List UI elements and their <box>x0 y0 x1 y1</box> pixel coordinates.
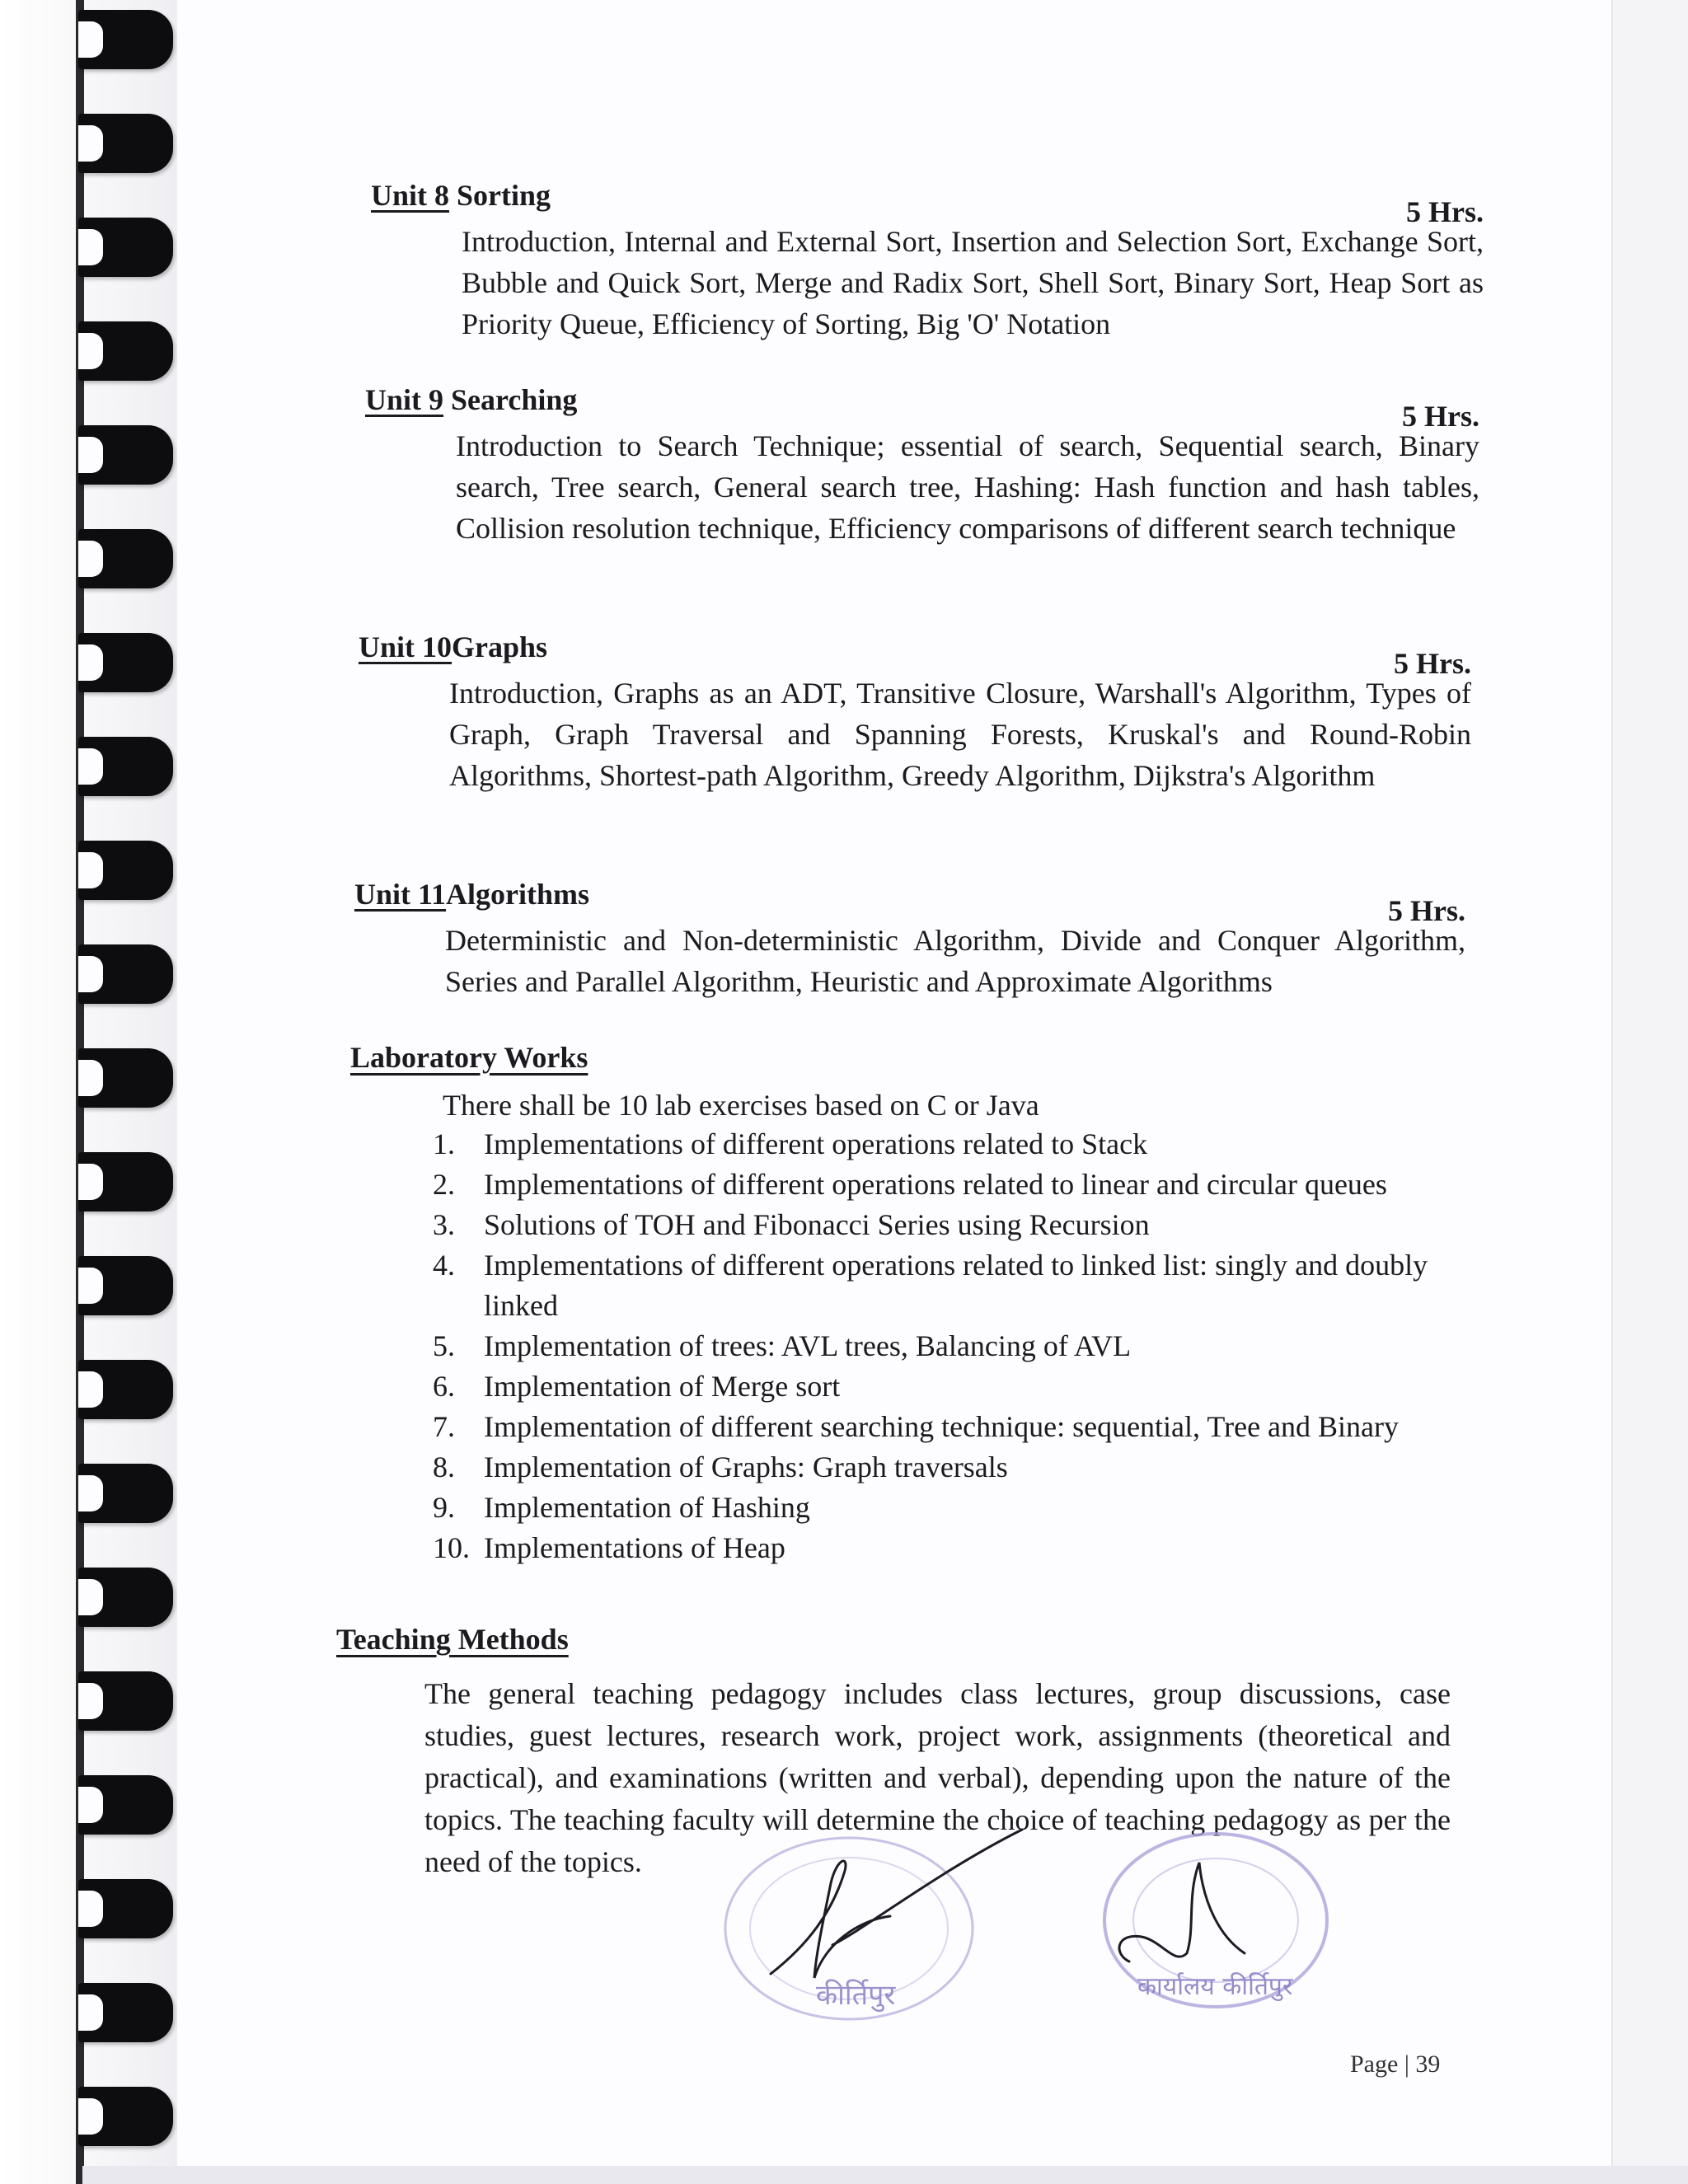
list-item-text: Implementation of different searching technique: sequential, Tree and Binary <box>484 1410 1400 1443</box>
list-item-number: 8. <box>433 1451 455 1483</box>
binding-ring <box>78 1879 173 1938</box>
page-number: Page | 39 <box>1350 2050 1441 2078</box>
binding-ring <box>78 529 173 588</box>
unit-hours: 5 Hrs. <box>1402 400 1479 433</box>
spiral-binding <box>0 0 177 2184</box>
unit-title: Sorting <box>457 179 551 212</box>
teaching-methods-body: The general teaching pedagogy includes class lectures, group discussions, case studies, guest lectures, research work, project work, assignments (theoretical and practical), and examinations (written and verbal), depending upon the nature of the topics. The teaching faculty will determine the choice of teaching pedagogy as per the need of the topics. <box>424 1677 1451 1878</box>
unit-title: Graphs <box>452 630 548 663</box>
unit-hours: 5 Hrs. <box>1388 894 1465 927</box>
list-item-number: 3. <box>433 1208 455 1241</box>
signature-stroke <box>1119 1863 1245 1961</box>
list-item-text: Implementation of Hashing <box>484 1491 810 1524</box>
laboratory-intro: There shall be 10 lab exercises based on C or Java <box>443 1089 1039 1122</box>
binding-ring <box>78 944 173 1004</box>
binding-ring <box>78 114 173 173</box>
unit-body: Introduction to Search Technique; essential of search, Sequential search, Binary search, Tree search, General search tree, Hashing: Hash function and hash tables, Collision resolution technique, Efficiency comparisons of different search technique <box>456 429 1479 545</box>
unit-body: Introduction, Internal and External Sort, Insertion and Selection Sort, Exchange Sort, Bubble and Quick Sort, Merge and Radix Sort, Shell Sort, Binary Sort, Heap Sort as Priority Queue, Efficiency of Sorting, Big 'O' Notation <box>462 225 1484 340</box>
unit-title: Algorithms <box>446 878 590 911</box>
list-item-number: 4. <box>433 1249 455 1282</box>
binding-ring <box>78 1568 173 1627</box>
teaching-methods-heading: Teaching Methods <box>336 1623 569 1656</box>
laboratory-list <box>433 1124 1463 1568</box>
binding-ring <box>78 1775 173 1835</box>
binding-ring <box>78 1256 173 1315</box>
unit-11-section <box>354 874 1465 1002</box>
binding-ring <box>78 841 173 900</box>
list-item-text: Solutions of TOH and Fibonacci Series using Recursion <box>484 1208 1150 1241</box>
binding-ring <box>78 321 173 381</box>
binding-ring <box>78 1152 173 1212</box>
unit-label: Unit 8 <box>371 179 450 212</box>
unit-hours: 5 Hrs. <box>1406 195 1484 228</box>
binding-ring <box>78 2087 173 2146</box>
list-item-number: 5. <box>433 1329 455 1362</box>
signature-stroke <box>771 1830 1022 1978</box>
unit-label: Unit 9 <box>365 383 444 416</box>
list-item-number: 2. <box>433 1168 455 1201</box>
right-stamp-and-signature <box>1080 1830 1343 2027</box>
unit-body: Deterministic and Non-deterministic Algorithm, Divide and Conquer Algorithm, Series and Parallel Algorithm, Heuristic and Approximate Algorithms <box>445 924 1465 998</box>
unit-hours: 5 Hrs. <box>1394 647 1471 680</box>
unit-title: Searching <box>451 383 578 416</box>
binding-ring <box>78 1983 173 2042</box>
list-item <box>433 1407 1463 1447</box>
list-item-text: Implementation of trees: AVL trees, Balancing of AVL <box>484 1329 1132 1362</box>
list-item <box>433 1528 1463 1568</box>
unit-8-section <box>371 175 1484 344</box>
binding-ring <box>78 1048 173 1108</box>
laboratory-works-heading: Laboratory Works <box>350 1041 588 1074</box>
list-item-number: 6. <box>433 1370 455 1403</box>
list-item-text: Implementations of Heap <box>484 1531 785 1564</box>
unit-label: Unit 11 <box>354 878 447 911</box>
list-item <box>433 1366 1463 1407</box>
list-item-number: 1. <box>433 1127 455 1160</box>
unit-10-section <box>359 626 1471 796</box>
page-edge <box>1611 0 1688 2184</box>
list-item-number: 7. <box>433 1410 455 1443</box>
list-item <box>433 1205 1463 1245</box>
list-item <box>433 1488 1463 1528</box>
binding-ring <box>78 633 173 692</box>
list-item-text: Implementation of Graphs: Graph traversals <box>484 1451 1008 1483</box>
binding-ring <box>78 10 173 69</box>
list-item-number: 10. <box>433 1531 470 1564</box>
page-bottom-edge <box>82 2166 1688 2184</box>
stamp-text: कीर्तिपुर <box>816 1979 896 2012</box>
binding-ring <box>78 425 173 485</box>
list-item-text: Implementations of different operations related to linear and circular queues <box>484 1168 1387 1201</box>
unit-body: Introduction, Graphs as an ADT, Transitive Closure, Warshall's Algorithm, Types of Graph, Graph Traversal and Spanning Forests, Kruskal's and Round-Robin Algorithms, Shortest-path Algorithm, Greedy Algorithm, Dijkstra's Algorithm <box>449 677 1471 792</box>
binding-ring <box>78 218 173 277</box>
binding-ring <box>78 737 173 796</box>
list-item <box>433 1165 1463 1205</box>
list-item-text: Implementations of different operations related to linked list: singly and doubly linked <box>484 1249 1428 1322</box>
list-item-text: Implementations of different operations related to Stack <box>484 1127 1148 1160</box>
left-stamp-and-signature <box>692 1821 1039 2027</box>
list-item <box>433 1326 1463 1366</box>
binding-ring <box>78 1464 173 1523</box>
binding-ring <box>78 1360 173 1419</box>
list-item <box>433 1447 1463 1488</box>
list-item <box>433 1124 1463 1165</box>
binding-ring <box>78 1671 173 1731</box>
list-item <box>433 1245 1463 1326</box>
unit-9-section <box>365 379 1479 549</box>
unit-label: Unit 10 <box>359 630 452 663</box>
list-item-number: 9. <box>433 1491 455 1524</box>
stamp-text: कार्यालय कीर्तिपुर <box>1137 1972 1293 2001</box>
list-item-text: Implementation of Merge sort <box>484 1370 841 1403</box>
